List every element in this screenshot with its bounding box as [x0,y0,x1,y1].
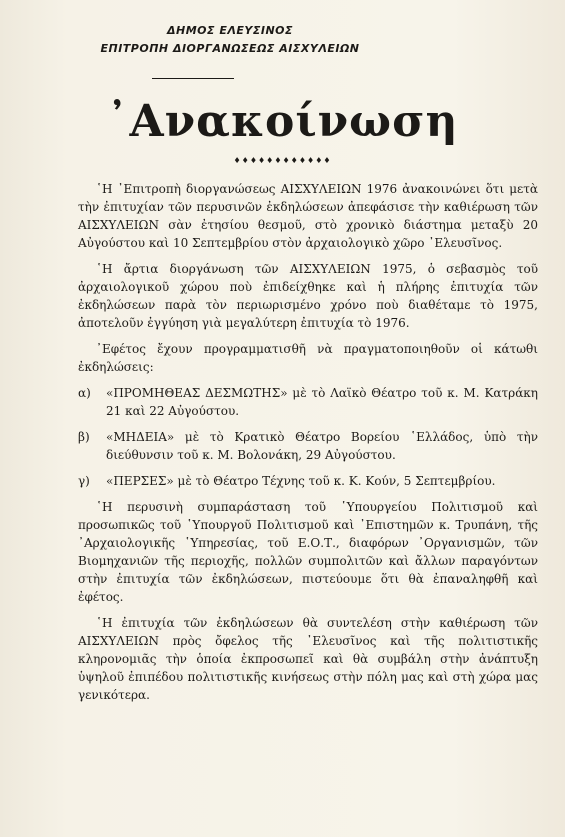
event-text: «ΠΕΡΣΕΣ» μὲ τὸ Θέατρο Τέχνης τοῦ κ. Κ. Κούν, 5 Σεπτεμβρίου. [106,474,496,488]
event-text: «ΠΡΟΜΗΘΕΑΣ ΔΕΣΜΩΤΗΣ» μὲ τὸ Λαϊκὸ Θέατρο τοῦ κ. Μ. Κατράκη 21 καὶ 22 Αὐγούστου. [106,386,538,418]
event-item [78,384,538,420]
event-marker: γ) [78,474,90,488]
event-marker: β) [78,430,90,444]
announcement-body [78,180,538,712]
committee-name: ΕΠΙΤΡΟΠΗ ΔΙΟΡΓΑΝΩΣΕΩΣ ΑΙΣΧΥΛΕΙΩΝ [100,42,360,55]
event-item [78,428,538,464]
event-item [78,472,538,490]
paragraph-conclusion: ῾Η ἐπιτυχία τῶν ἐκδηλώσεων θὰ συντελέση στὴν καθιέρωση τῶν ΑΙΣΧΥΛΕΙΩΝ πρὸς ὄφελος τῆς ᾿Ελευσῖνος καὶ τῆς πολιτιστικῆς κληρονομιᾶς τὴν ὁποία ἐκπροσωπεῖ καὶ θὰ συμβάλη στὴν ἀνάπτυξη ὑψηλοῦ ἐπιπέδου πολιτιστικῆς κινήσεως στὴν πόλη μας καὶ στὴ χώρα μας γενικότερα. [78,616,538,702]
document-header [0,22,460,58]
event-marker: α) [78,386,91,400]
municipality-name: ΔΗΜΟΣ ΕΛΕΥΣΙΝΟΣ [166,24,294,37]
header-divider [152,78,234,79]
paragraph-support: ῾Η περυσινὴ συμπαράσταση τοῦ ῾Υπουργείου Πολιτισμοῦ καὶ προσωπικῶς τοῦ ῾Υπουργοῦ Πολιτισμοῦ καὶ ᾿Επιστημῶν κ. Τρυπάνη, τῆς ᾿Αρχαιολογικῆς ῾Υπηρεσίας, τοῦ Ε.Ο.Τ., διαφόρων ᾿Οργανισμῶν, τῶν Βιομηχανιῶν τῆς περιοχῆς, πολλῶν συμπολιτῶν καὶ ἄλλων παραγόντων στὴν ἐπιτυχία τῶν ἐκδηλώσεων, πιστεύουμε ὅτι θὰ ἐπαναληφθῆ καὶ ἐφέτος. [78,500,538,604]
announcement-title: ᾿Ανακοίνωση [106,96,459,147]
event-text: «ΜΗΔΕΙΑ» μὲ τὸ Κρατικὸ Θέατρο Βορείου ῾Ελλάδος, ὑπὸ τὴν διεύθυνσιν τοῦ κ. Μ. Βολονάκη, 29 Αὐγούστου. [106,430,538,462]
paragraph-program: ᾿Εφέτος ἔχουν προγραμματισθῆ νὰ πραγματοποιηθοῦν οἱ κάτωθι ἐκδηλώσεις: [78,342,538,374]
paragraph-1975: ῾Η ἄρτια διοργάνωση τῶν ΑΙΣΧΥΛΕΙΩΝ 1975, ὁ σεβασμὸς τοῦ ἀρχαιολογικοῦ χώρου ποὺ ἐπιδείχθηκε καὶ ἡ πλήρης ἐπιτυχία τῶν ἐκδηλώσεων παρὰ τὸν περιωρισμένο χρόνο ποὺ διαθέταμε τὸ 1975, ἀποτελοῦν ἐγγύηση γιὰ μεγαλύτερη ἐπιτυχία τὸ 1976. [78,262,538,330]
paragraph-intro: ῾Η ᾿Επιτροπὴ διοργανώσεως ΑΙΣΧΥΛΕΙΩΝ 1976 ἀνακοινώνει ὅτι μετὰ τὴν ἐπιτυχίαν τῶν περυσινῶν ἐκδηλώσεων ἀπεφάσισε τὴν καθιέρωση τῶν ΑΙΣΧΥΛΕΙΩΝ σὰν ἐτησίου θεσμοῦ, στὸ χρονικὸ διάστημα μεταξὺ 20 Αὐγούστου καὶ 10 Σεπτεμβρίου στὸν ἀρχαιολογικὸ χῶρο ᾿Ελευσῖνος. [78,182,538,250]
ornament-divider: ♦♦♦♦♦♦♦♦♦♦♦♦ [233,156,332,165]
